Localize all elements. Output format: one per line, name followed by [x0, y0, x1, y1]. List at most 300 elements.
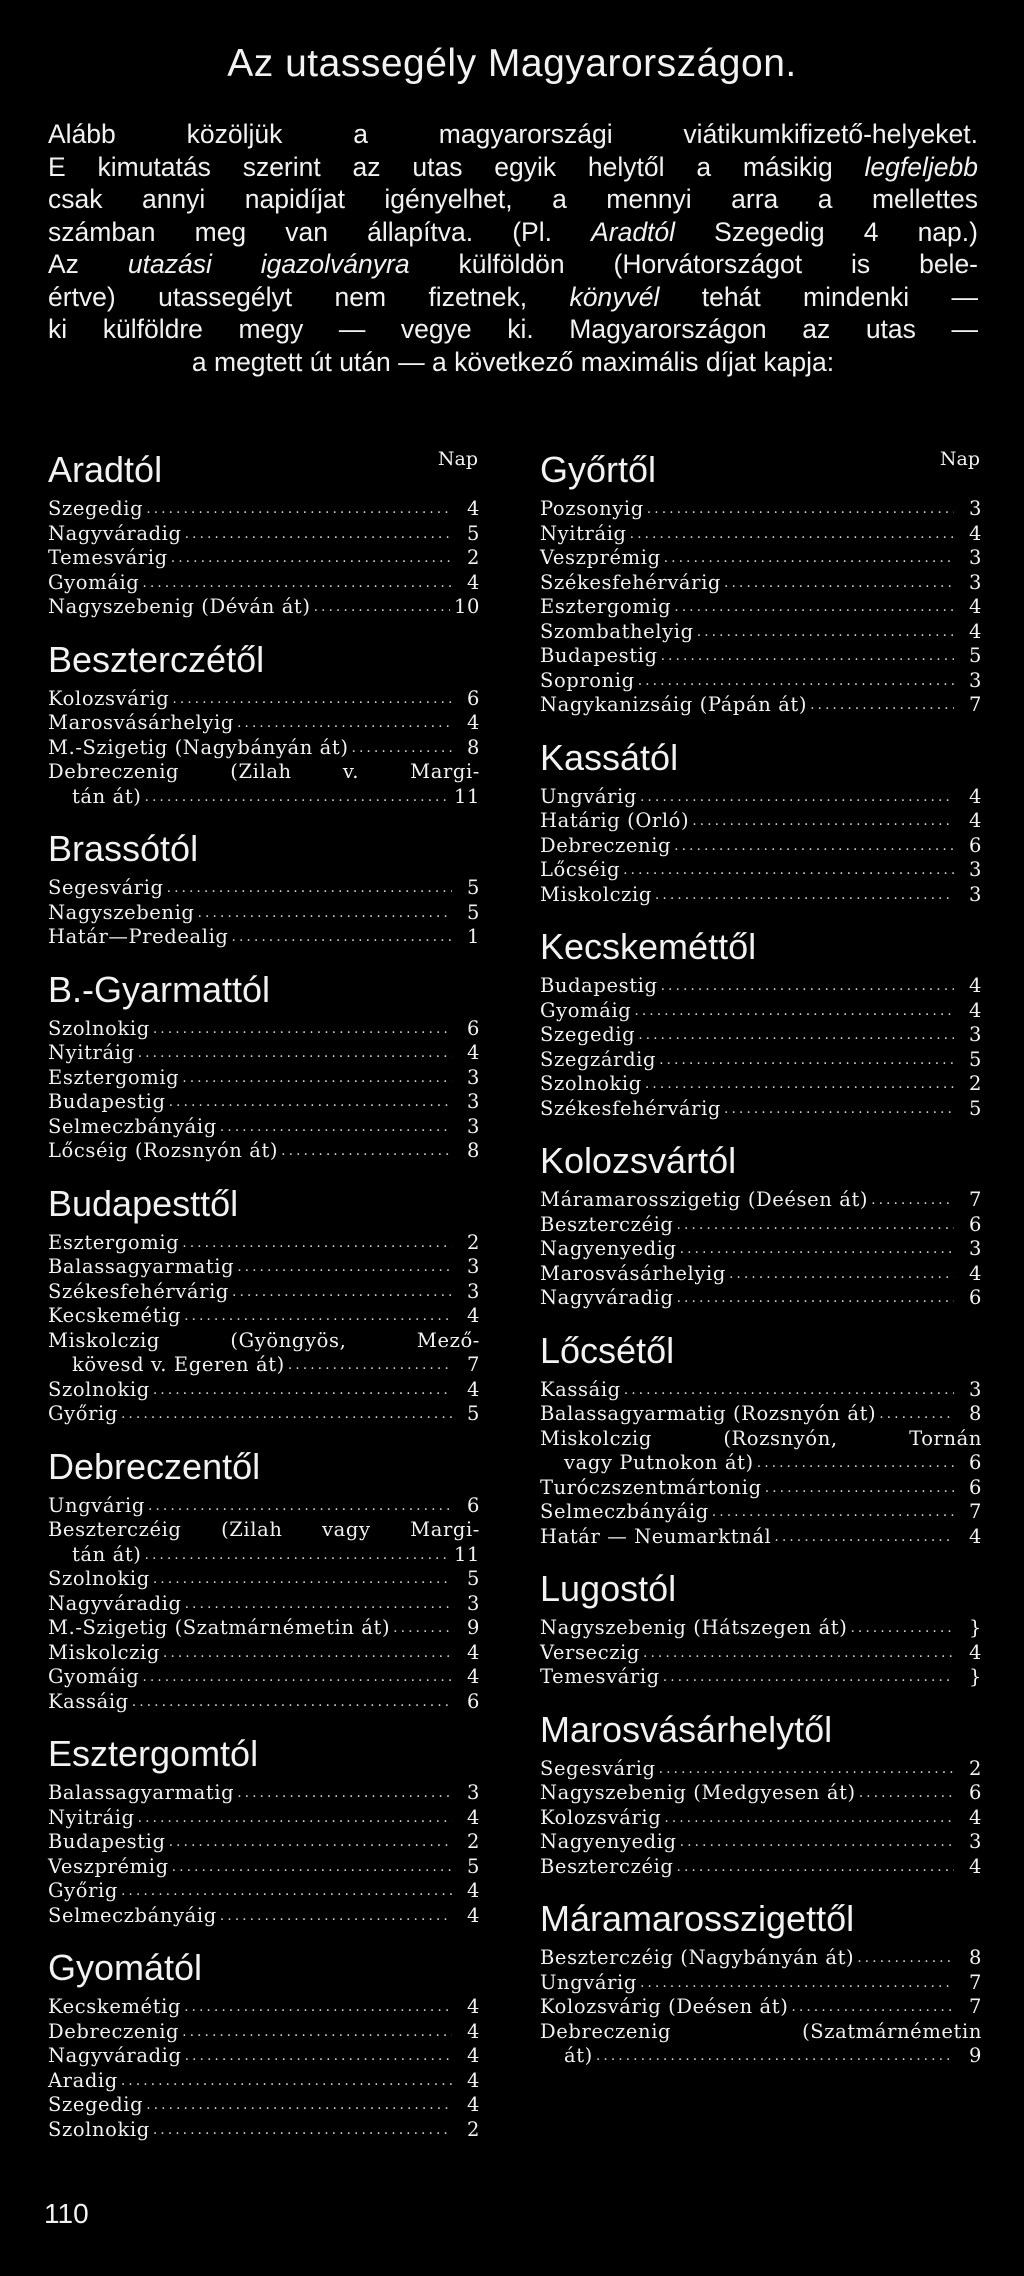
leader-dots	[145, 785, 450, 810]
days-value: 4	[466, 2019, 480, 2043]
section-title: Lugostól	[540, 1568, 677, 1609]
route-row	[48, 1090, 480, 1115]
leader-dots	[169, 1090, 452, 1115]
destination-name: Selmeczbányáig	[48, 1903, 217, 1927]
route-row	[48, 1665, 480, 1690]
days-value: 5	[968, 644, 982, 667]
route-row	[48, 1378, 480, 1403]
destination-name: Beszterczéig	[540, 1212, 674, 1236]
days-value: 11	[453, 784, 480, 808]
days-value: 3	[466, 1114, 480, 1138]
route-row	[48, 1494, 480, 1519]
leader-dots	[655, 883, 954, 908]
route-row	[48, 1995, 480, 2020]
intro-paragraph	[48, 118, 978, 378]
route-row	[48, 1304, 480, 1329]
destination-name: Balassagyarmatig	[48, 1781, 235, 1804]
intro-line: Az utazási igazolványra külföldön (Horvátországot is bele-	[48, 249, 979, 279]
destination-name: Szegedig	[48, 497, 144, 520]
days-value: 6	[968, 833, 982, 857]
days-value: 5	[466, 1567, 480, 1590]
destination-name: M.-Szigetig (Nagybányán át)	[48, 735, 349, 759]
destination-name: Segesvárig	[540, 1756, 656, 1780]
route-row	[540, 858, 982, 883]
leader-dots	[659, 1048, 954, 1073]
leader-dots	[237, 1255, 452, 1280]
days-value: 2	[466, 2117, 480, 2141]
section-gap	[48, 1928, 480, 1946]
route-row	[540, 999, 982, 1024]
route-row	[48, 1806, 480, 1831]
route-row-line	[48, 785, 480, 810]
destination-name: Esztergomig	[48, 1230, 180, 1254]
leader-dots	[314, 595, 450, 620]
days-value: 8	[968, 1402, 982, 1425]
leader-dots	[647, 497, 954, 522]
days-value: 2	[466, 546, 480, 569]
section-title: Máramarosszigettől	[540, 1898, 855, 1939]
destination-name: Nagyszebenig	[48, 900, 195, 924]
leader-dots	[697, 620, 954, 645]
leader-dots	[879, 1402, 954, 1427]
leader-dots	[121, 2069, 452, 2094]
days-value: 4	[968, 595, 982, 618]
destination-name: Szegedig	[48, 2093, 144, 2116]
route-row	[540, 1946, 982, 1971]
route-row	[540, 546, 982, 571]
destination-name: Selmeczbányáig	[540, 1500, 709, 1523]
destination-name: Miskolczig (Rozsnyón, Tornán	[540, 1426, 982, 1450]
route-row	[540, 595, 982, 620]
days-value: 7	[968, 1995, 982, 2018]
route-row	[48, 1616, 480, 1641]
days-value: 5	[466, 1402, 480, 1425]
destination-name: Debreczenig	[48, 2019, 180, 2043]
intro-line: ki külföldre megy — vegye ki. Magyarországon az utas —	[48, 314, 978, 344]
days-value: 2	[466, 1830, 480, 1853]
section-gap	[540, 1879, 982, 1897]
leader-dots	[677, 1855, 954, 1880]
route-row	[540, 1616, 982, 1641]
leader-dots	[857, 1946, 954, 1971]
days-value: 11	[453, 1542, 480, 1566]
destination-name: Balassagyarmatig	[48, 1255, 235, 1278]
days-value: 4	[968, 619, 982, 643]
route-row-line	[48, 1329, 480, 1354]
leader-dots	[643, 1641, 954, 1666]
leader-dots	[288, 1353, 452, 1378]
days-value: 1	[466, 925, 480, 948]
days-value: 3	[968, 546, 982, 569]
route-section	[48, 1732, 480, 1928]
route-row	[540, 1023, 982, 1048]
route-row	[48, 1329, 480, 1378]
days-value: 3	[466, 1255, 480, 1278]
section-title: Kassától	[540, 736, 679, 778]
days-value: 8	[466, 735, 480, 759]
leader-dots	[182, 1066, 452, 1091]
leader-dots	[680, 1830, 954, 1855]
route-section	[48, 1182, 480, 1427]
destination-name: Nyitráig	[540, 521, 627, 545]
destination-name: Nagyszebenig (Hátszegen át)	[540, 1616, 848, 1639]
days-value: 6	[968, 1475, 982, 1499]
leader-dots	[153, 2118, 452, 2143]
days-value: 4	[466, 1879, 480, 1902]
destination-name: Miskolczig	[540, 882, 652, 906]
destination-name: Debreczenig	[540, 833, 672, 857]
days-value: 4	[466, 570, 480, 594]
route-row	[48, 1592, 480, 1617]
leader-dots	[220, 1115, 452, 1140]
destination-name: Budapestig	[48, 1090, 166, 1113]
destination-name: Marosvásárhelyig	[48, 711, 234, 734]
leader-dots	[169, 1830, 452, 1855]
days-value: 4	[466, 1665, 480, 1688]
destination-name: Kolozsvárig	[540, 1805, 662, 1829]
days-value: 4	[466, 1304, 480, 1327]
leader-dots	[623, 858, 954, 883]
destination-name: Aradig	[48, 2068, 118, 2092]
route-row	[540, 1427, 982, 1476]
route-row-line	[48, 760, 480, 785]
days-value: 8	[466, 1139, 480, 1162]
destination-name: Nagyszebenig (Déván át)	[48, 595, 311, 618]
route-row	[540, 1072, 982, 1097]
leader-dots	[724, 1097, 954, 1122]
section-gap	[540, 1690, 982, 1708]
destination-name: Kassáig	[540, 1377, 621, 1401]
destination-name: Ungvárig	[540, 784, 637, 808]
leader-dots	[182, 2020, 452, 2045]
destination-name: Székesfehérvárig	[540, 570, 721, 594]
route-row-line	[540, 2044, 982, 2069]
leader-dots	[630, 522, 954, 547]
leader-dots	[121, 1402, 452, 1427]
days-value: 5	[968, 1047, 982, 1071]
destination-name: Nagyváradig	[48, 521, 182, 545]
days-value: }	[968, 1616, 982, 1639]
route-row	[48, 1280, 480, 1305]
leader-dots	[198, 901, 452, 926]
destination-name-cont: tán át)	[72, 1542, 142, 1566]
section-title: Budapesttől	[48, 1182, 239, 1224]
leader-dots	[680, 1237, 954, 1262]
route-row	[48, 1115, 480, 1140]
days-value: 7	[968, 1970, 982, 1994]
leader-dots	[765, 1476, 954, 1501]
leader-dots	[638, 1023, 954, 1048]
destination-name: Temesvárig	[540, 1665, 660, 1688]
route-row-line	[48, 1518, 480, 1543]
section-title: B.-Gyarmattól	[48, 968, 271, 1010]
destination-name: Gyomáig	[48, 1665, 140, 1688]
route-row	[48, 497, 480, 522]
days-value: 4	[968, 1805, 982, 1829]
destination-name: Kecskemétig	[48, 1304, 182, 1327]
leader-dots	[146, 497, 452, 522]
leader-dots	[640, 785, 954, 810]
destination-name: Segesvárig	[48, 876, 164, 899]
days-value: 4	[968, 809, 982, 832]
destination-name-cont: kövesd v. Egeren át)	[72, 1353, 285, 1376]
leader-dots	[624, 1378, 954, 1403]
route-row	[48, 2093, 480, 2118]
days-value: 5	[466, 876, 480, 899]
leader-dots	[645, 1072, 954, 1097]
destination-name: Nagyváradig	[48, 2044, 182, 2067]
leader-dots	[659, 1757, 954, 1782]
route-row	[48, 687, 480, 712]
route-row	[540, 1830, 982, 1855]
leader-dots	[220, 1904, 452, 1929]
days-value: 3	[968, 570, 982, 594]
route-row-line	[540, 1451, 982, 1476]
days-value: 2	[968, 1756, 982, 1780]
section-gap	[540, 1311, 982, 1329]
leader-dots	[757, 1451, 954, 1476]
route-row	[540, 1286, 982, 1311]
days-value: 3	[968, 1830, 982, 1853]
destination-name: Gyomáig	[540, 998, 632, 1022]
page-number: 110	[44, 2198, 89, 2229]
leader-dots	[184, 1995, 452, 2020]
destination-name: Nagyváradig	[48, 1591, 182, 1615]
route-row	[540, 522, 982, 547]
route-row	[48, 1567, 480, 1592]
route-section	[540, 1708, 982, 1880]
intro-line: Alább közöljük a magyarországi viátikumkifizető-helyeket.	[48, 119, 978, 149]
leader-dots	[393, 1616, 452, 1641]
days-value: }	[968, 1665, 982, 1688]
leader-dots	[661, 644, 954, 669]
leader-dots	[674, 595, 954, 620]
route-row	[48, 1690, 480, 1715]
destination-name: Szegzárdig	[540, 1047, 657, 1071]
route-row	[48, 1904, 480, 1929]
leader-dots	[172, 1855, 452, 1880]
route-row	[48, 1231, 480, 1256]
destination-name: Szolnokig	[48, 1567, 150, 1590]
days-value: 6	[466, 1689, 480, 1713]
route-section	[540, 1567, 982, 1690]
leader-dots	[185, 2044, 452, 2069]
days-value: 4	[466, 1805, 480, 1829]
destination-name: Marosvásárhelyig	[540, 1261, 726, 1285]
route-section	[48, 638, 480, 810]
route-row	[540, 809, 982, 834]
destination-name: Szolnokig	[540, 1072, 642, 1095]
destination-name: Veszprémig	[540, 546, 661, 569]
days-value: 3	[466, 1090, 480, 1113]
destination-name: Beszterczéig (Zilah vagy Margi-	[48, 1518, 480, 1541]
route-section	[540, 1329, 982, 1550]
destination-name: M.-Szigetig (Szatmárnémetin át)	[48, 1616, 391, 1639]
leader-dots	[167, 876, 452, 901]
route-row	[540, 1097, 982, 1122]
route-row	[540, 1641, 982, 1666]
days-value: 4	[968, 1261, 982, 1285]
days-value: 4	[968, 521, 982, 545]
days-value: 8	[968, 1946, 982, 1969]
destination-name: Selmeczbányáig	[48, 1114, 217, 1138]
days-value: 5	[466, 900, 480, 924]
days-value: 4	[466, 2044, 480, 2067]
destination-name: Veszprémig	[48, 1854, 169, 1878]
section-gap	[48, 1427, 480, 1445]
route-row	[540, 883, 982, 908]
route-row	[48, 901, 480, 926]
route-row	[540, 974, 982, 999]
leader-dots	[148, 1494, 452, 1519]
leader-dots	[663, 1665, 954, 1690]
page-title: Az utassegély Magyarországon.	[227, 42, 797, 85]
days-value: 5	[466, 521, 480, 545]
leader-dots	[138, 1806, 452, 1831]
route-row	[540, 1855, 982, 1880]
days-value: 2	[466, 1230, 480, 1254]
destination-name: Határ — Neumarktnál	[540, 1524, 772, 1548]
route-row	[48, 736, 480, 761]
section-gap	[48, 809, 480, 827]
leader-dots	[138, 1041, 452, 1066]
days-value: 5	[466, 1854, 480, 1878]
route-row	[48, 1641, 480, 1666]
route-row	[540, 1806, 982, 1831]
days-value: 6	[466, 1493, 480, 1517]
days-value: 4	[466, 2093, 480, 2116]
route-row	[48, 1781, 480, 1806]
destination-name: Nagyszebenig (Medgyesen át)	[540, 1781, 856, 1804]
route-row	[48, 595, 480, 620]
leader-dots	[352, 736, 452, 761]
section-gap	[540, 1121, 982, 1139]
leader-dots	[638, 669, 954, 694]
destination-name-cont: tán át)	[72, 784, 142, 808]
destination-name: Sopronig	[540, 668, 635, 692]
leader-dots	[724, 571, 954, 596]
route-row	[48, 2118, 480, 2143]
destination-name: Budapestig	[48, 1830, 166, 1853]
route-row	[48, 1139, 480, 1164]
route-row	[540, 571, 982, 596]
destination-name: Budapestig	[540, 644, 658, 667]
route-row	[540, 1781, 982, 1806]
days-value: 3	[968, 1023, 982, 1046]
leader-dots	[850, 1616, 954, 1641]
destination-name: Nagyenyedig	[540, 1237, 677, 1260]
route-row	[48, 2044, 480, 2069]
left-column	[48, 448, 480, 2142]
leader-dots	[237, 711, 452, 736]
route-section	[48, 1946, 480, 2142]
leader-dots	[859, 1781, 954, 1806]
nap-header: Nap	[939, 448, 980, 470]
days-value: 4	[466, 1903, 480, 1927]
leader-dots	[596, 2044, 954, 2069]
destination-name: Szolnokig	[48, 2117, 150, 2141]
route-row	[48, 876, 480, 901]
route-row	[48, 546, 480, 571]
destination-name: Temesvárig	[48, 546, 168, 569]
destination-name: Szolnokig	[48, 1377, 150, 1401]
leader-dots	[712, 1500, 954, 1525]
destination-name: Kolozsvárig	[48, 686, 170, 710]
leader-dots	[232, 1280, 452, 1305]
section-title: Kecskeméttől	[540, 926, 757, 967]
days-value: 3	[466, 1781, 480, 1804]
destination-name: Szegedig	[540, 1023, 636, 1046]
right-column	[540, 448, 982, 2069]
route-row	[48, 2069, 480, 2094]
destination-name: Kolozsvárig (Deésen át)	[540, 1995, 789, 2018]
section-title: Debreczentől	[48, 1445, 261, 1487]
route-row	[540, 1757, 982, 1782]
route-row	[540, 785, 982, 810]
destination-name-cont: vagy Putnokon át)	[564, 1451, 754, 1474]
leader-dots	[661, 974, 954, 999]
destination-name: Székesfehérvárig	[48, 1279, 229, 1303]
route-row	[540, 644, 982, 669]
route-row	[540, 834, 982, 859]
leader-dots	[172, 687, 452, 712]
destination-name: Balassagyarmatig (Rozsnyón át)	[540, 1402, 877, 1425]
destination-name: Szolnokig	[48, 1016, 150, 1040]
route-row	[48, 522, 480, 547]
destination-name: Beszterczéig (Nagybányán át)	[540, 1946, 855, 1969]
days-value: 3	[968, 497, 982, 520]
days-value: 7	[968, 693, 982, 716]
route-row	[540, 1995, 982, 2020]
destination-name: Debreczenig (Zilah v. Margi-	[48, 760, 480, 783]
days-value: 3	[968, 882, 982, 906]
route-row	[540, 1665, 982, 1690]
days-value: 4	[968, 1640, 982, 1664]
leader-dots	[674, 834, 954, 859]
destination-name: Kassáig	[48, 1689, 129, 1713]
route-section	[540, 448, 982, 718]
destination-name: Budapestig	[540, 974, 658, 997]
destination-name: Határ—Predealig	[48, 925, 229, 948]
leader-dots	[153, 1378, 452, 1403]
route-section	[48, 968, 480, 1164]
leader-dots	[146, 2093, 452, 2118]
route-row-line	[48, 1543, 480, 1568]
leader-dots	[640, 1971, 954, 1996]
leader-dots	[664, 546, 954, 571]
leader-dots	[871, 1188, 954, 1213]
section-title: Kolozsvártól	[540, 1140, 737, 1181]
section-title: Marosvásárhelytől	[540, 1708, 833, 1750]
route-row	[48, 1066, 480, 1091]
leader-dots	[237, 1781, 452, 1806]
days-value: 4	[466, 1640, 480, 1664]
section-gap	[48, 950, 480, 968]
leader-dots	[132, 1690, 452, 1715]
destination-name: Verseczig	[540, 1640, 641, 1664]
route-row	[540, 497, 982, 522]
route-row	[540, 1048, 982, 1073]
section-gap	[540, 718, 982, 736]
destination-name: Nagyváradig	[540, 1286, 674, 1309]
section-gap	[540, 1549, 982, 1567]
days-value: 4	[466, 1995, 480, 2018]
leader-dots	[153, 1017, 452, 1042]
section-title: Esztergomtól	[48, 1733, 259, 1774]
route-row	[48, 1855, 480, 1880]
route-row	[48, 711, 480, 736]
route-section	[540, 925, 982, 1121]
